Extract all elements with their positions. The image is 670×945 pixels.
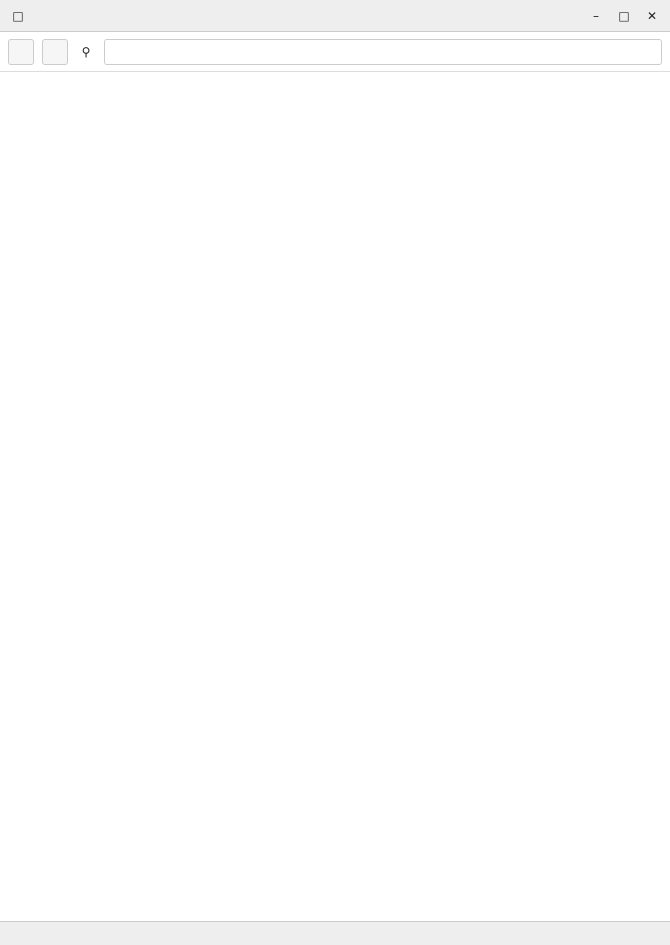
back-button[interactable] <box>8 39 34 65</box>
app-icon: □ <box>12 8 24 23</box>
toolbar <box>0 32 670 72</box>
search-input[interactable] <box>104 39 662 65</box>
main-content <box>0 72 670 921</box>
title-bar <box>0 0 670 32</box>
search-icon: ⚲ <box>81 44 91 59</box>
status-bar <box>0 921 670 945</box>
maximize-icon[interactable]: □ <box>618 8 630 23</box>
minimize-icon[interactable]: – <box>593 8 599 23</box>
close-icon[interactable]: ✕ <box>646 8 658 23</box>
forward-button[interactable] <box>42 39 68 65</box>
